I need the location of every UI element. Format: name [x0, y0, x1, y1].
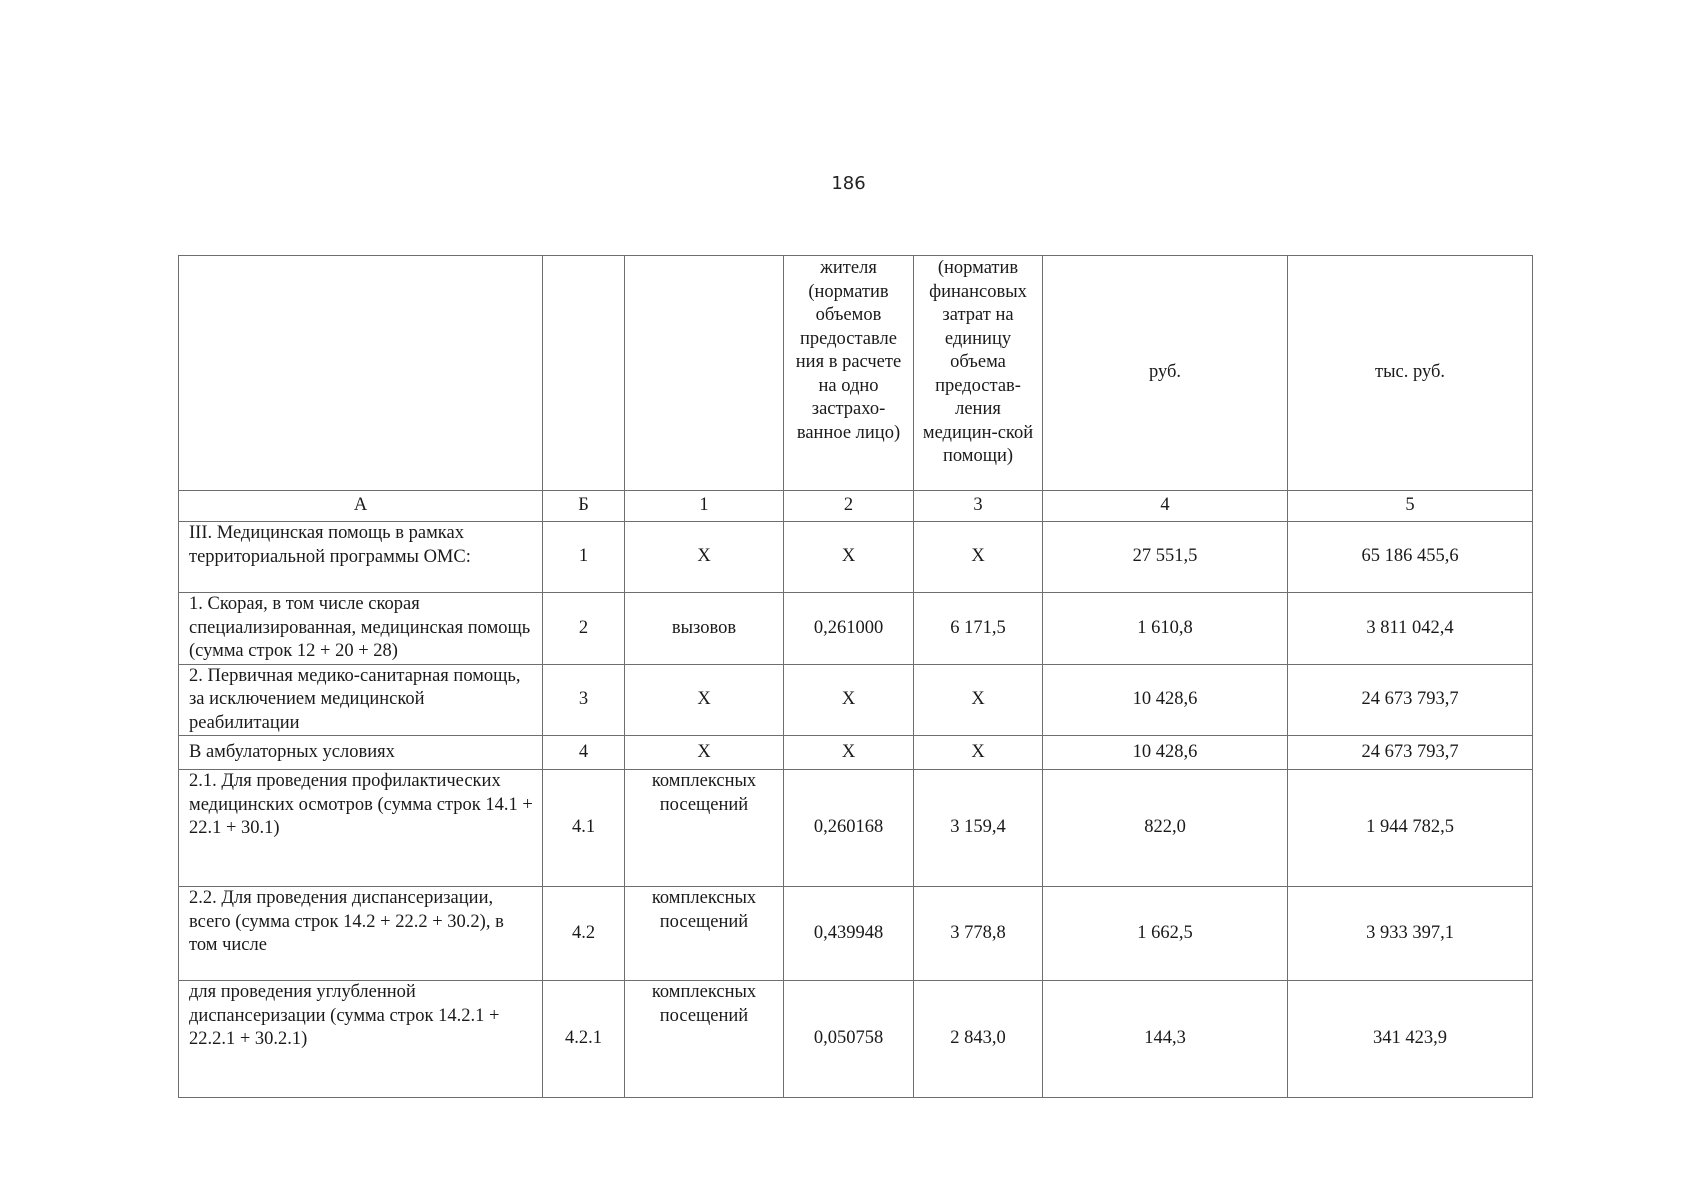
row-line-cell: 4.1	[543, 770, 625, 887]
row-per-capita-cell: 10 428,6	[1043, 736, 1288, 770]
row-per-capita-cell: 10 428,6	[1043, 664, 1288, 736]
row-cost-norm-cell: Х	[914, 522, 1043, 593]
row-per-capita-cell: 1 610,8	[1043, 593, 1288, 665]
column-index-cell: Б	[543, 491, 625, 522]
table-row	[179, 664, 1533, 736]
row-per-capita-cell: 27 551,5	[1043, 522, 1288, 593]
row-volume-norm-cell: Х	[784, 736, 914, 770]
row-name-cell: В амбулаторных условиях	[179, 736, 543, 770]
column-index-cell: А	[179, 491, 543, 522]
row-unit-cell: комплексных посещений	[625, 887, 784, 981]
row-per-capita-cell: 1 662,5	[1043, 887, 1288, 981]
column-index-cell: 1	[625, 491, 784, 522]
row-cost-norm-cell: 3 778,8	[914, 887, 1043, 981]
row-name-cell: III. Медицинская помощь в рамках территориальной программы ОМС:	[179, 522, 543, 593]
row-unit-cell: Х	[625, 736, 784, 770]
row-total-cell: 24 673 793,7	[1288, 664, 1533, 736]
page-number: 186	[831, 173, 866, 194]
row-unit-cell: вызовов	[625, 593, 784, 665]
row-volume-norm-cell: 0,260168	[784, 770, 914, 887]
table-row	[179, 981, 1533, 1098]
column-index-cell: 3	[914, 491, 1043, 522]
row-unit-cell: Х	[625, 522, 784, 593]
header-col-b	[543, 256, 625, 491]
row-unit-cell: Х	[625, 664, 784, 736]
row-total-cell: 341 423,9	[1288, 981, 1533, 1098]
row-name-cell: 2.2. Для проведения диспансеризации, всего (сумма строк 14.2 + 22.2 + 30.2), в том числе	[179, 887, 543, 981]
oms-program-table	[178, 255, 1533, 1098]
row-line-cell: 4	[543, 736, 625, 770]
header-volume-norm: жителя (норматив объемов предоставле ния в расчете на одно застрахо-ванное лицо)	[784, 256, 914, 491]
table-row	[179, 522, 1533, 593]
row-line-cell: 4.2.1	[543, 981, 625, 1098]
row-line-cell: 4.2	[543, 887, 625, 981]
row-total-cell: 3 933 397,1	[1288, 887, 1533, 981]
row-line-cell: 1	[543, 522, 625, 593]
header-per-capita-rub: руб.	[1043, 256, 1288, 491]
row-cost-norm-cell: Х	[914, 736, 1043, 770]
row-volume-norm-cell: 0,439948	[784, 887, 914, 981]
row-name-cell: 1. Скорая, в том числе скорая специализированная, медицинская помощь (сумма строк 12 + 20 + 28)	[179, 593, 543, 665]
row-name-cell: для проведения углубленной диспансеризации (сумма строк 14.2.1 + 22.2.1 + 30.2.1)	[179, 981, 543, 1098]
row-cost-norm-cell: Х	[914, 664, 1043, 736]
row-total-cell: 1 944 782,5	[1288, 770, 1533, 887]
table-row	[179, 593, 1533, 665]
column-index-row	[179, 491, 1533, 522]
row-volume-norm-cell: 0,261000	[784, 593, 914, 665]
row-unit-cell: комплексных посещений	[625, 981, 784, 1098]
row-volume-norm-cell: Х	[784, 664, 914, 736]
header-cost-norm: (норматив финансовых затрат на единицу объема предостав-ления медицин-ской помощи)	[914, 256, 1043, 491]
row-line-cell: 3	[543, 664, 625, 736]
header-col-a	[179, 256, 543, 491]
row-per-capita-cell: 822,0	[1043, 770, 1288, 887]
table-row	[179, 887, 1533, 981]
row-cost-norm-cell: 6 171,5	[914, 593, 1043, 665]
row-name-cell: 2. Первичная медико-санитарная помощь, за исключением медицинской реабилитации	[179, 664, 543, 736]
row-cost-norm-cell: 2 843,0	[914, 981, 1043, 1098]
row-total-cell: 24 673 793,7	[1288, 736, 1533, 770]
row-total-cell: 3 811 042,4	[1288, 593, 1533, 665]
table-row	[179, 770, 1533, 887]
table-header-row	[179, 256, 1533, 491]
row-unit-cell: комплексных посещений	[625, 770, 784, 887]
table-row	[179, 736, 1533, 770]
column-index-cell: 5	[1288, 491, 1533, 522]
header-col-1	[625, 256, 784, 491]
column-index-cell: 4	[1043, 491, 1288, 522]
row-name-cell: 2.1. Для проведения профилактических медицинских осмотров (сумма строк 14.1 + 22.1 + 30.1)	[179, 770, 543, 887]
row-per-capita-cell: 144,3	[1043, 981, 1288, 1098]
column-index-cell: 2	[784, 491, 914, 522]
row-volume-norm-cell: 0,050758	[784, 981, 914, 1098]
row-cost-norm-cell: 3 159,4	[914, 770, 1043, 887]
header-total-thousand-rub: тыс. руб.	[1288, 256, 1533, 491]
row-line-cell: 2	[543, 593, 625, 665]
row-volume-norm-cell: Х	[784, 522, 914, 593]
row-total-cell: 65 186 455,6	[1288, 522, 1533, 593]
